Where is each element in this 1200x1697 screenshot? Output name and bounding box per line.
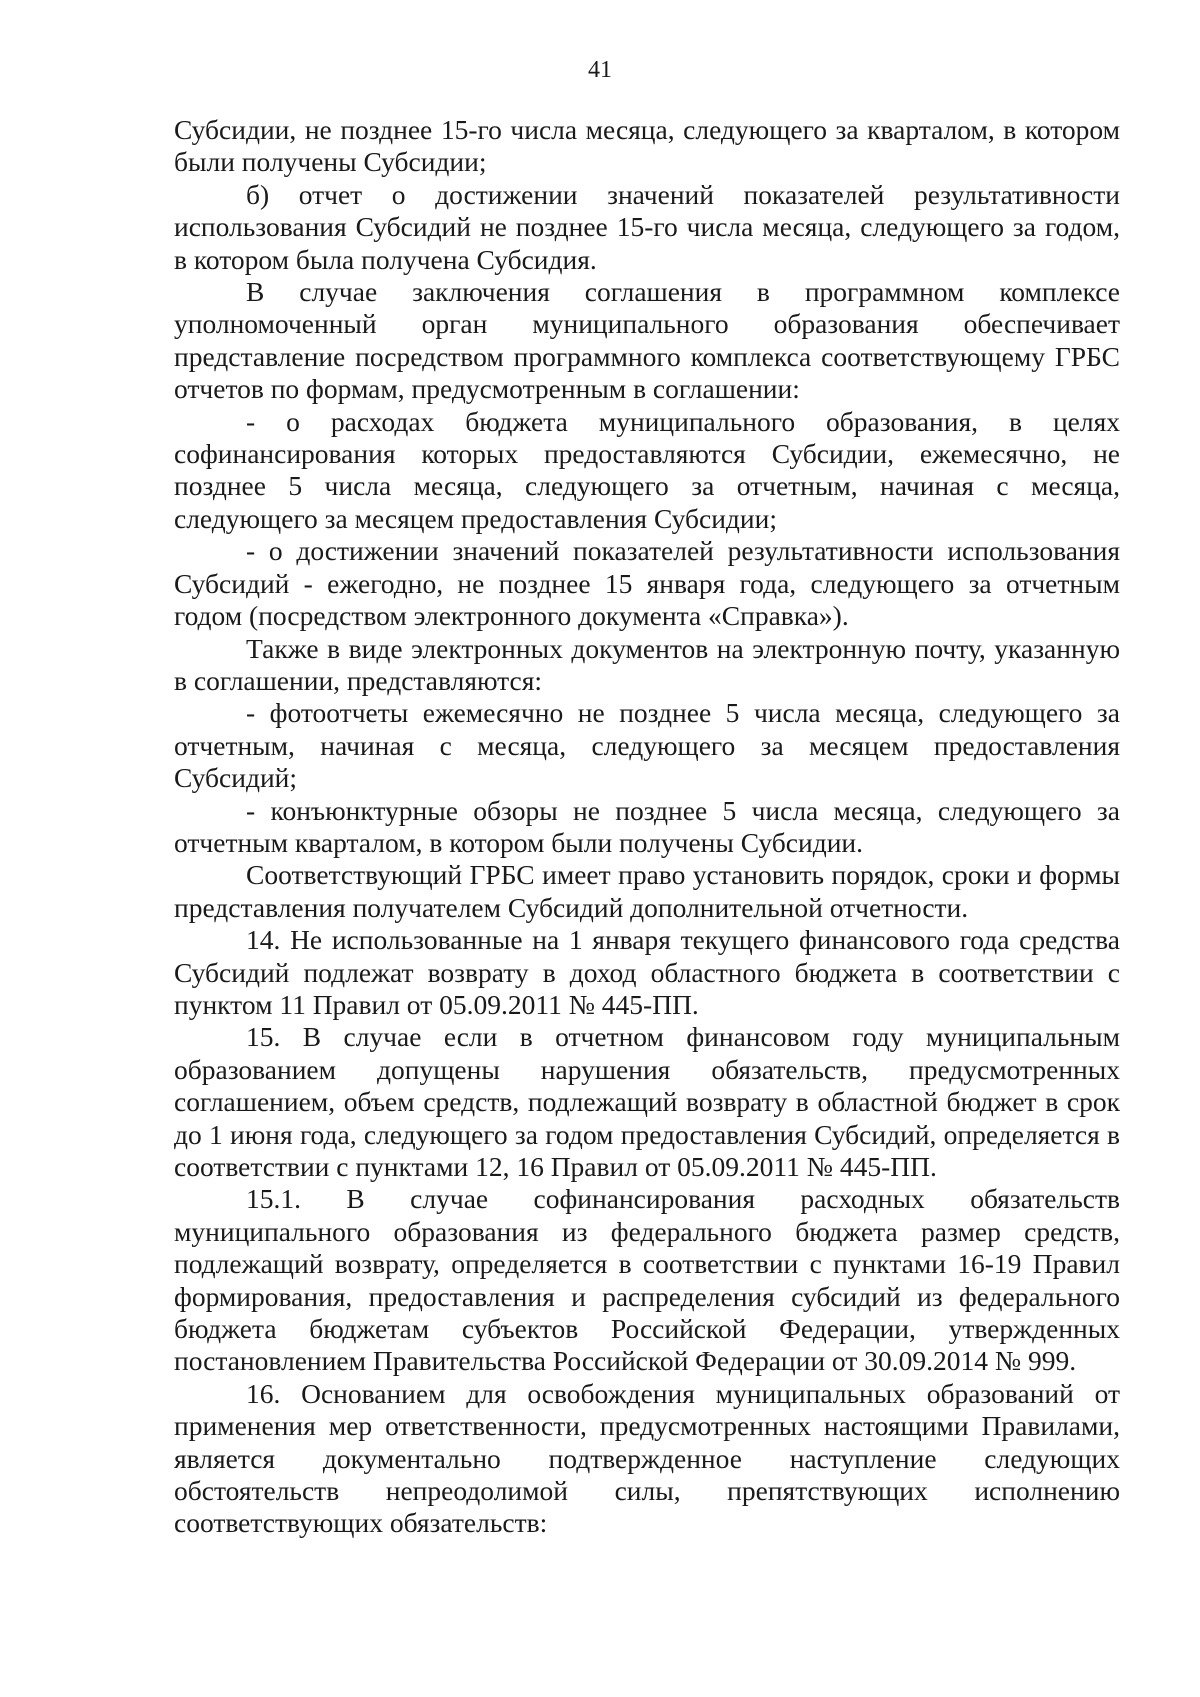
paragraph-report-b: б) отчет о достижении значений показателей результативности использования Субсидий не позднее 15-го числа месяца, следующего за годом, в котором была получена Субсидия. <box>174 178 1120 275</box>
paragraph-clause-16: 16. Основанием для освобождения муниципальных образований от применения мер ответственности, предусмотренных настоящими Правилами, является документально подтвержденное наступление следующих обстоятельств непреодолимой силы, препятствующих исполнению соответствующих обязательств: <box>174 1377 1120 1539</box>
page-number: 41 <box>588 57 612 83</box>
paragraph-clause-15-1: 15.1. В случае софинансирования расходных обязательств муниципального образования из федерального бюджета размер средств, подлежащий возврату, определяется в соответствии с пунктами 16-19 Правил формирования, предоставления и распределения субсидий из федерального бюджета бюджетам субъектов Российской Федерации, утвержденных постановлением Правительства Российской Федерации от 30.09.2014 № 999. <box>174 1183 1120 1377</box>
list-item-expenses-report: - о расходах бюджета муниципального образования, в целях софинансирования которых предоставляются Субсидии, ежемесячно, не позднее 5 числа месяца, следующего за отчетным, начиная с месяца, следующего за месяцем предоставления Субсидии; <box>174 405 1120 534</box>
paragraph-clause-15: 15. В случае если в отчетном финансовом году муниципальным образованием допущены нарушения обязательств, предусмотренных соглашением, объем средств, подлежащий возврату в областной бюджет в срок до 1 июня года, следующего за годом предоставления Субсидий, определяется в соответствии с пунктами 12, 16 Правил от 05.09.2011 № 445-ПП. <box>174 1021 1120 1182</box>
list-item-market-reviews: - конъюнктурные обзоры не позднее 5 числа месяца, следующего за отчетным кварталом, в котором были получены Субсидии. <box>174 794 1120 858</box>
paragraph-clause-14: 14. Не использованные на 1 января текущего финансового года средства Субсидий подлежат возврату в доход областного бюджета в соответствии с пунктом 11 Правил от 05.09.2011 № 445-ПП. <box>174 924 1120 1020</box>
document-body <box>174 114 1120 1540</box>
paragraph-electronic-documents: Также в виде электронных документов на электронную почту, указанную в соглашении, представляются: <box>174 632 1120 696</box>
list-item-photo-reports: - фотоотчеты ежемесячно не позднее 5 числа месяца, следующего за отчетным, начиная с месяца, следующего за месяцем предоставления Субсидий; <box>174 697 1120 794</box>
paragraph-additional-reporting: Соответствующий ГРБС имеет право установить порядок, сроки и формы представления получателем Субсидий дополнительной отчетности. <box>174 859 1120 923</box>
paragraph-subsidy-deadline: Субсидии, не позднее 15-го числа месяца, следующего за кварталом, в котором были получены Субсидии; <box>174 114 1120 178</box>
list-item-indicators-report: - о достижении значений показателей результативности использования Субсидий - ежегодно, не позднее 15 января года, следующего за отчетным годом (посредством электронного документа «Справка»). <box>174 535 1120 632</box>
paragraph-software-complex: В случае заключения соглашения в программном комплексе уполномоченный орган муниципального образования обеспечивает представление посредством программного комплекса соответствующему ГРБС отчетов по формам, предусмотренным в соглашении: <box>174 276 1120 405</box>
